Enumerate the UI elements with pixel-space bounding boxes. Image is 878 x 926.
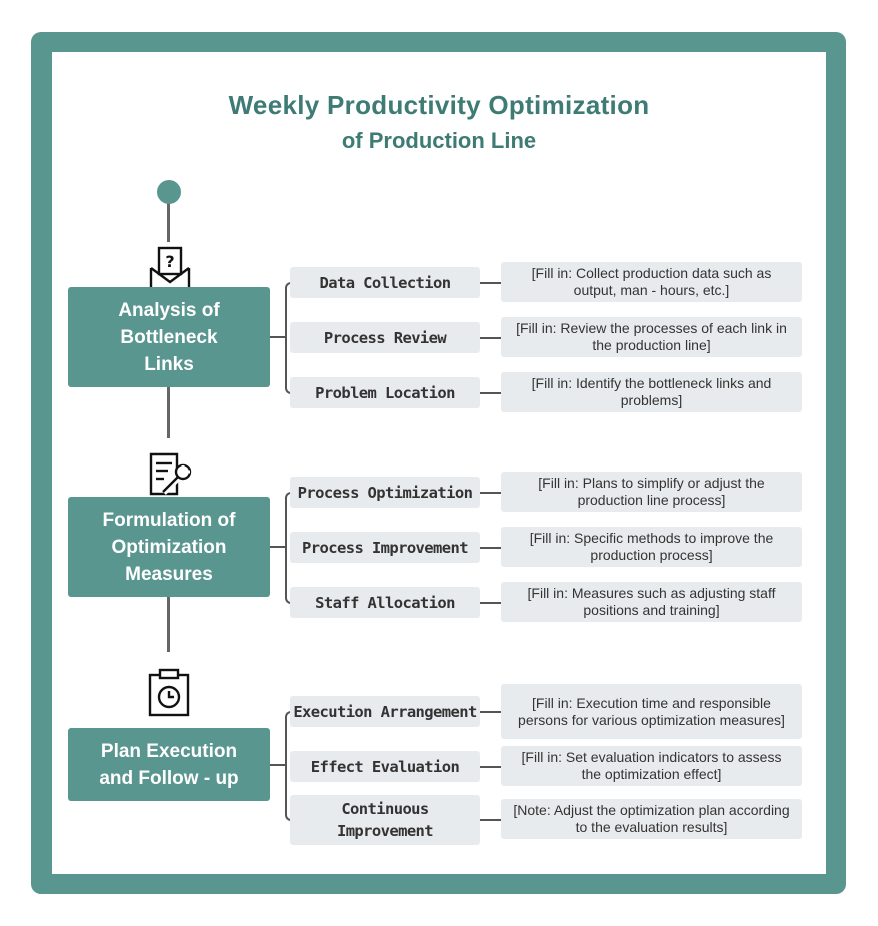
timeline-connector <box>167 386 170 438</box>
stage-label-line: Links <box>144 353 194 375</box>
branch-connector <box>270 336 286 338</box>
timeline-connector <box>167 596 170 652</box>
item-connector <box>480 711 501 713</box>
item-connector <box>480 766 501 768</box>
sub-item-process-review: Process Review <box>290 322 480 353</box>
sub-item-process-improvement: Process Improvement <box>290 532 480 563</box>
svg-text:?: ? <box>165 252 175 271</box>
page-subtitle: of Production Line <box>341 128 537 153</box>
sub-item-continuous-improvement: Continuous Improvement <box>290 795 480 845</box>
sub-item-data-collection: Data Collection <box>290 267 480 298</box>
item-description: [Fill in: Measures such as adjusting staff positions and training] <box>501 582 802 622</box>
item-description: [Fill in: Plans to simplify or adjust the production line process] <box>501 472 802 512</box>
document-wrench-icon <box>147 450 193 498</box>
timeline-start-dot <box>157 180 181 204</box>
stage-label-line: Formulation of <box>102 509 236 531</box>
sub-item-problem-location: Problem Location <box>290 377 480 408</box>
branch-connector <box>270 764 286 766</box>
item-connector <box>480 492 501 494</box>
item-connector <box>480 337 501 339</box>
item-description: [Fill in: Specific methods to improve the production process] <box>501 527 802 567</box>
item-connector <box>480 547 501 549</box>
stage-label-line: Analysis of <box>118 299 220 321</box>
page-title: Weekly Productivity Optimization <box>228 90 650 120</box>
clipboard-clock-icon <box>147 667 193 717</box>
item-connector <box>480 602 501 604</box>
branch-connector <box>270 546 286 548</box>
sub-item-effect-evaluation: Effect Evaluation <box>290 751 480 782</box>
item-description: [Fill in: Set evaluation indicators to assess the optimization effect] <box>501 746 802 786</box>
stage-label-line: Optimization <box>111 536 227 558</box>
item-connector <box>480 819 501 821</box>
sub-item-staff-allocation: Staff Allocation <box>290 587 480 618</box>
item-description: [Fill in: Execution time and responsible persons for various optimization measures] <box>501 684 802 739</box>
sub-item-execution-arrangement: Execution Arrangement <box>290 696 480 727</box>
item-connector <box>480 392 501 394</box>
sub-item-process-optimization: Process Optimization <box>290 477 480 508</box>
stage-3-icon-holder <box>139 663 199 719</box>
stage-2-icon-holder <box>139 446 199 502</box>
stage-box-analysis <box>68 287 270 387</box>
item-description: [Fill in: Review the processes of each link in the production line] <box>501 317 802 357</box>
item-connector <box>480 282 501 284</box>
item-description: [Fill in: Identify the bottleneck links and problems] <box>501 372 802 412</box>
stage-label-line: and Follow - up <box>99 767 239 789</box>
stage-label-line: Bottleneck <box>120 326 218 348</box>
item-description: [Fill in: Collect production data such as output, man - hours, etc.] <box>501 262 802 302</box>
stage-label-line: Measures <box>125 563 213 585</box>
item-description: [Note: Adjust the optimization plan according to the evaluation results] <box>501 799 802 839</box>
stage-label-line: Plan Execution <box>100 740 238 762</box>
stage-box-execution <box>68 728 270 801</box>
stage-box-formulation <box>68 497 270 597</box>
